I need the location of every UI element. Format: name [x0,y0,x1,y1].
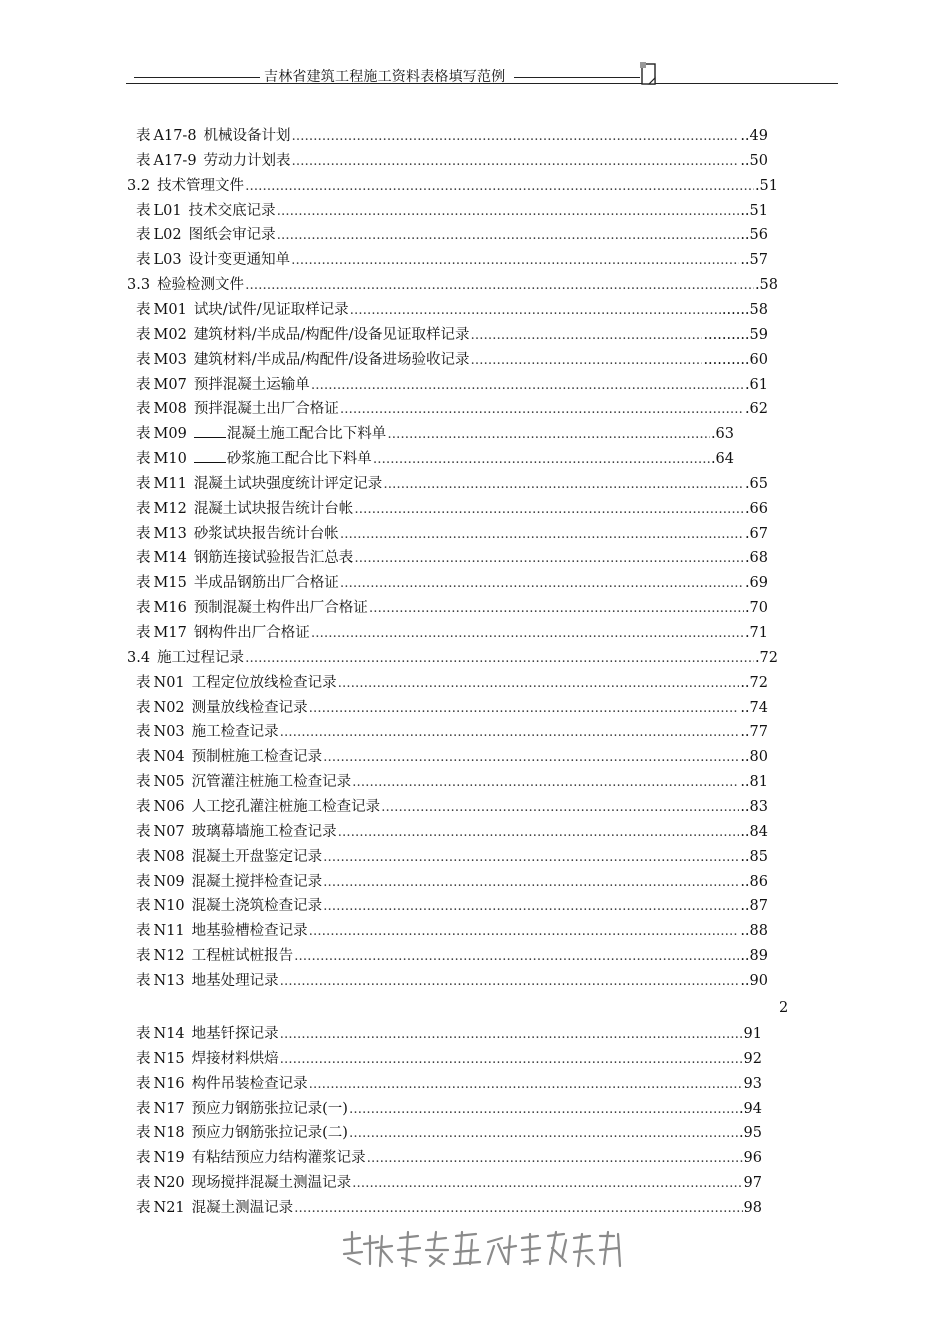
toc-entry-page: ..86 [740,873,768,890]
toc-entry-page: .62 [744,401,768,418]
toc-entry-page: .72 [754,649,778,666]
toc-entry-page: ..50 [740,152,768,169]
toc-entry-title: 机械设备计划 [203,128,291,144]
toc-entry-prefix: 表 [136,500,151,517]
toc-entry[interactable] [136,621,768,643]
toc-entry-title: 钢构件出厂合格证 [193,625,310,641]
toc-entry-title: 预拌混凝土出厂合格证 [193,401,339,418]
toc-entry[interactable] [136,199,768,221]
toc-entry-code: L02 [153,227,182,244]
toc-entry-code: L01 [153,202,182,219]
toc-entry-prefix: 表 [136,1199,151,1216]
toc-entry-prefix: 表 [136,351,151,368]
toc-entry[interactable] [136,298,768,320]
toc-entry-title: 预制混凝土构件出厂合格证 [193,600,368,617]
toc-entry-code: M11 [153,475,187,492]
toc-entry-prefix: 表 [136,699,151,716]
toc-entry-prefix: 表 [136,774,151,791]
toc-entry-prefix: 表 [136,1026,151,1042]
toc-entry-leader-dots [352,775,739,790]
toc-entry[interactable] [136,870,768,892]
toc-entry-leader-dots [387,427,710,442]
toc-entry-page: .63 [710,426,734,443]
toc-entry-code: M17 [153,625,187,641]
toc-entry-page: ..87 [740,898,768,915]
toc-entry-prefix: 表 [136,1125,151,1142]
toc-entry-prefix: 表 [136,1100,151,1117]
toc-entry-code: N21 [153,1199,185,1216]
toc-entry-leader-dots [349,1126,738,1141]
toc-entry-code: 3.2 [127,177,151,194]
toc-entry-prefix: 表 [136,948,151,965]
toc-entry-leader-dots [311,378,744,393]
toc-entry-leader-dots [294,949,739,964]
toc-entry[interactable] [127,174,778,196]
toc-entry-leader-dots [291,253,739,268]
toc-entry[interactable] [136,1171,762,1193]
toc-entry-code: M02 [153,326,187,343]
toc-entry-page: .67 [744,525,768,542]
toc-entry-code: M12 [153,500,187,517]
toc-entry-page: .71 [744,625,768,641]
toc-entry-title: 施工检查记录 [191,724,279,741]
toc-entry-title: 构件吊装检查记录 [191,1075,308,1092]
toc-entry-leader-dots [280,1027,743,1042]
toc-entry-code: N15 [153,1050,185,1067]
toc-entry-code: 3.4 [127,649,151,666]
toc-entry-leader-dots [309,1077,743,1092]
toc-entry[interactable] [136,422,734,444]
toc-entry-page: .58 [754,277,778,294]
toc-entry-leader-dots [245,651,754,666]
toc-entry-leader-dots [354,502,744,517]
toc-entry-page: ..80 [740,749,768,766]
toc-entry-title: 地基处理记录 [191,972,279,989]
toc-entry[interactable] [136,720,768,742]
page-number: 2 [779,1000,789,1016]
toc-entry-title: 工程定位放线检查记录 [191,674,337,691]
toc-entry-code: N14 [153,1026,185,1042]
toc-entry-leader-dots [340,576,744,591]
toc-entry[interactable] [136,1022,762,1044]
toc-entry-prefix: 表 [136,525,151,542]
toc-entry-page: ..........60 [703,351,768,368]
toc-entry-page: .69 [744,575,768,592]
toc-entry-prefix: 表 [136,798,151,815]
toc-entry-prefix: 表 [136,475,151,492]
toc-entry-code: M08 [153,401,187,418]
toc-entry-leader-dots [280,974,740,989]
toc-entry-page: .66 [744,500,768,517]
toc-entry-prefix: 表 [136,749,151,766]
toc-entry-prefix: 表 [136,1150,151,1167]
toc-entry[interactable] [136,596,768,618]
toc-entry-prefix: 表 [136,823,151,840]
toc-entry-title: 检验检测文件 [157,277,245,294]
toc-entry-leader-dots [349,1102,738,1117]
toc-entry-page: .68 [744,550,768,567]
toc-entry-title: 施工过程记录 [157,649,245,666]
toc-entry[interactable] [136,397,768,419]
toc-entry-title: 试块/试件/见证取样记录 [193,301,349,318]
toc-entry-leader-dots [280,725,740,740]
toc-entry-prefix: 表 [136,128,151,144]
toc-entry-title: 人工挖孔灌注桩施工检查记录 [191,798,381,815]
toc-entry-prefix: 表 [136,401,151,418]
toc-entry[interactable] [136,1072,762,1094]
toc-entry-page: .61 [744,376,768,393]
toc-entry-code: 3.3 [127,277,151,294]
toc-entry[interactable] [136,1047,762,1069]
toc-entry-leader-dots [311,626,744,641]
toc-entry-code: N19 [153,1150,185,1167]
toc-entry-title: 建筑材料/半成品/构配件/设备见证取样记录 [193,326,470,343]
toc-entry-leader-dots [383,477,744,492]
toc-entry-prefix: 表 [136,724,151,741]
toc-entry[interactable] [127,273,778,295]
toc-entry[interactable] [136,522,768,544]
toc-entry-title: 图纸会审记录 [188,227,276,244]
toc-entry-page: 98 [743,1199,762,1216]
toc-entry[interactable] [136,497,768,519]
toc-entry-page: ..77 [740,724,768,741]
toc-entry-title: 混凝土施工配合比下料单 [226,426,387,443]
header-rule-left [134,77,260,78]
toc-entry-code: M14 [153,550,187,567]
toc-entry-title: 地基钎探记录 [191,1026,279,1042]
toc-entry-code: L03 [153,252,182,269]
toc-entry-leader-dots [340,527,744,542]
toc-entry-prefix: 表 [136,252,151,269]
toc-entry-title: 混凝土浇筑检查记录 [191,898,323,915]
toc-entry[interactable] [136,969,768,991]
toc-entry[interactable] [136,472,768,494]
toc-entry-page: 97 [743,1175,762,1192]
header-title: 吉林省建筑工程施工资料表格填写范例 [264,69,506,85]
toc-entry[interactable] [136,944,768,966]
toc-entry-prefix: 表 [136,898,151,915]
toc-entry-code: N10 [153,898,185,915]
toc-entry[interactable] [136,546,768,568]
toc-entry-leader-dots [373,452,710,467]
toc-entry-title: 技术管理文件 [157,177,245,194]
toc-entry-code: M13 [153,525,187,542]
toc-entry[interactable] [136,373,768,395]
toc-entry-leader-dots [323,750,739,765]
toc-entry-leader-dots [350,303,721,318]
toc-entry[interactable] [136,447,734,469]
toc-entry-leader-dots [292,129,740,144]
toc-entry-prefix: 表 [136,972,151,989]
toc-entry-title: 技术交底记录 [188,202,276,219]
toc-entry-page: ..83 [740,798,768,815]
toc-entry-prefix: 表 [136,301,151,318]
toc-entry[interactable] [136,795,768,817]
toc-entry-code: M16 [153,600,187,617]
toc-entry-page: .65 [744,475,768,492]
toc-entry-prefix: 表 [136,1175,151,1192]
toc-entry[interactable] [136,696,768,718]
toc-entry-code: N04 [153,749,185,766]
toc-entry-page: ..49 [740,128,768,144]
toc-entry-leader-dots [245,179,754,194]
toc-entry[interactable] [136,248,768,270]
toc-entry-prefix: 表 [136,202,151,219]
toc-entry[interactable] [136,348,768,370]
toc-entry-leader-dots [309,701,740,716]
toc-entry-code: N01 [153,674,185,691]
toc-entry-leader-dots [294,1201,742,1216]
toc-entry-code: N20 [153,1175,185,1192]
toc-entry-leader-dots [340,402,744,417]
toc-entry-code: N12 [153,948,185,965]
toc-entry-leader-dots [277,228,740,243]
toc-entry-page: 91 [743,1026,762,1042]
header-rule-right [514,77,640,78]
toc-entry-title: 钢筋连接试验报告汇总表 [193,550,354,567]
toc-entry[interactable] [136,1097,762,1119]
toc-entry-code: M07 [153,376,187,393]
toc-entry-leader-dots [277,204,740,219]
toc-entry-title: 设计变更通知单 [188,252,291,269]
toc-entry-code: N08 [153,848,185,865]
toc-entry-leader-dots [323,875,739,890]
toc-entry-page: .51 [754,177,778,194]
page-header [126,62,838,92]
toc-entry-prefix: 表 [136,848,151,865]
toc-entry-code: M01 [153,301,187,318]
toc-entry-page: 93 [743,1075,762,1092]
toc-entry[interactable] [136,149,768,171]
toc-entry-title: 预应力钢筋张拉记录(二) [191,1125,348,1142]
toc-entry[interactable] [136,845,768,867]
toc-entry-page: .70 [744,600,768,617]
toc-entry-prefix: 表 [136,550,151,567]
toc-entry-page: .64 [710,451,734,468]
toc-entry-page: ..90 [740,972,768,989]
toc-entry-page: .94 [738,1100,762,1117]
toc-entry-code: N11 [153,923,185,940]
toc-entry-leader-dots [354,551,744,566]
toc-entry-prefix: 表 [136,674,151,691]
toc-entry[interactable] [136,223,768,245]
toc-entry-page: ......58 [721,301,768,318]
toc-entry-title: 混凝土搅拌检查记录 [191,873,323,890]
toc-entry-prefix: 表 [136,575,151,592]
page-corner-icon [640,62,658,86]
toc-entry-title: 玻璃幕墙施工检查记录 [191,823,337,840]
toc-entry-page: ..84 [740,823,768,840]
toc-entry-prefix: 表 [136,1075,151,1092]
toc-entry-title: 测量放线检查记录 [191,699,308,716]
toc-entry-blank-line [194,425,226,438]
toc-entry-prefix: 表 [136,227,151,244]
toc-entry-code: N17 [153,1100,185,1117]
toc-entry[interactable] [136,671,768,693]
toc-entry-code: N07 [153,823,185,840]
toc-entry-title: 劳动力计划表 [203,152,291,169]
toc-entry-page: 92 [743,1050,762,1067]
toc-entry-code: N05 [153,774,185,791]
toc-entry-page: ..57 [740,252,768,269]
toc-entry-blank-line [194,450,226,463]
toc-entry-leader-dots [309,924,740,939]
toc-entry-page: ..56 [740,227,768,244]
toc-entry-leader-dots [381,800,739,815]
toc-entry-code: M10 [153,451,187,468]
toc-entry-title: 砂浆试块报告统计台帐 [193,525,339,542]
toc-entry-leader-dots [292,154,740,169]
toc-entry[interactable] [136,124,768,146]
toc-entry-prefix: 表 [136,600,151,617]
toc-entry-leader-dots [323,899,739,914]
toc-entry[interactable] [136,745,768,767]
toc-entry-page: 96 [743,1150,762,1167]
toc-entry-code: M03 [153,351,187,368]
toc-entry-prefix: 表 [136,326,151,343]
toc-entry-title: 沉管灌注桩施工检查记录 [191,774,352,791]
toc-entry-code: N03 [153,724,185,741]
toc-entry-prefix: 表 [136,451,151,468]
toc-entry[interactable] [136,820,768,842]
signature-stamp [338,1228,628,1270]
toc-entry-code: N02 [153,699,185,716]
toc-entry-code: N18 [153,1125,185,1142]
toc-entry-title: 地基验槽检查记录 [191,923,308,940]
toc-entry[interactable] [136,770,768,792]
toc-entry-leader-dots [367,1151,743,1166]
toc-entry-prefix: 表 [136,426,151,443]
toc-entry-prefix: 表 [136,376,151,393]
toc-entry-prefix: 表 [136,923,151,940]
toc-entry[interactable] [136,1121,762,1143]
toc-entry-leader-dots [280,1052,743,1067]
toc-entry-prefix: 表 [136,152,151,169]
toc-entry-title: 预制桩施工检查记录 [191,749,323,766]
toc-entry-leader-dots [470,353,702,368]
toc-entry-leader-dots [245,278,754,293]
toc-entry-prefix: 表 [136,625,151,641]
toc-entry-page: ..74 [740,699,768,716]
toc-entry-title: 建筑材料/半成品/构配件/设备进场验收记录 [193,351,470,368]
toc-entry-title: 混凝土测温记录 [191,1199,294,1216]
toc-entry-code: A17-9 [153,152,197,169]
toc-entry-code: N13 [153,972,185,989]
toc-entry-title: 有粘结预应力结构灌浆记录 [191,1150,366,1167]
toc-entry[interactable] [136,1146,762,1168]
toc-entry-leader-dots [470,328,702,343]
toc-entry-page: ..81 [740,774,768,791]
toc-entry[interactable] [136,323,768,345]
toc-entry-leader-dots [338,825,740,840]
toc-entry[interactable] [136,919,768,941]
toc-entry-leader-dots [338,676,740,691]
toc-entry[interactable] [127,646,778,668]
toc-entry-code: M09 [153,426,187,443]
toc-entry-leader-dots [369,601,744,616]
toc-entry-title: 混凝土试块强度统计评定记录 [193,475,383,492]
toc-entry-code: M15 [153,575,187,592]
toc-entry-page: ..51 [740,202,768,219]
toc-entry-title: 混凝土试块报告统计台帐 [193,500,354,517]
toc-entry-title: 混凝土开盘鉴定记录 [191,848,323,865]
toc-entry[interactable] [136,894,768,916]
toc-entry-title: 工程桩试桩报告 [191,948,294,965]
toc-entry-title: 砂浆施工配合比下料单 [226,451,372,468]
toc-entry-code: N09 [153,873,185,890]
toc-entry-page: ..88 [740,923,768,940]
toc-entry-page: .95 [738,1125,762,1142]
toc-entry-code: N16 [153,1075,185,1092]
toc-entry-page: ..85 [740,848,768,865]
toc-entry[interactable] [136,571,768,593]
toc-entry-title: 预应力钢筋张拉记录(一) [191,1100,348,1117]
toc-entry-code: A17-8 [153,128,197,144]
toc-entry[interactable] [136,1196,762,1218]
toc-entry-page: ..72 [740,674,768,691]
toc-entry-prefix: 表 [136,873,151,890]
toc-entry-title: 现场搅拌混凝土测温记录 [191,1175,352,1192]
toc-entry-code: N06 [153,798,185,815]
toc-entry-page: ..89 [740,948,768,965]
toc-entry-leader-dots [323,850,739,865]
toc-entry-page: ..........59 [703,326,768,343]
toc-entry-title: 预拌混凝土运输单 [193,376,310,393]
toc-entry-title: 半成品钢筋出厂合格证 [193,575,339,592]
toc-entry-prefix: 表 [136,1050,151,1067]
toc-entry-leader-dots [352,1176,742,1191]
toc-entry-title: 焊接材料烘焙 [191,1050,279,1067]
